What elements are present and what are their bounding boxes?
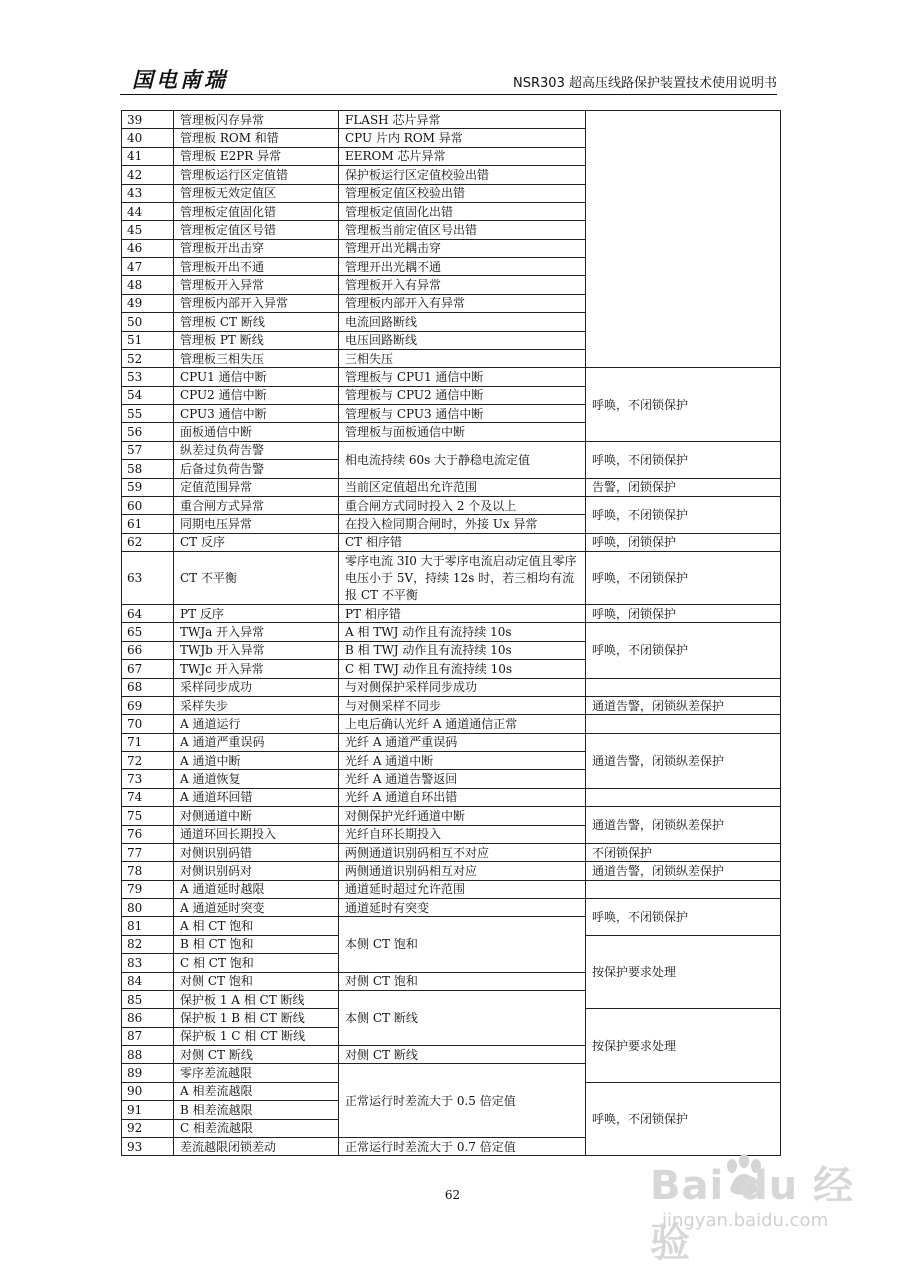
row-number: 80 xyxy=(122,899,174,917)
alarm-name: PT 反序 xyxy=(174,605,339,623)
table-row xyxy=(122,696,781,714)
alarm-name: 管理板 ROM 和错 xyxy=(174,129,339,147)
alarm-description: 通道延时有突变 xyxy=(339,899,586,917)
alarm-description: 当前区定值超出允许范围 xyxy=(339,478,586,496)
row-number: 93 xyxy=(122,1137,174,1155)
alarm-description: 光纤 A 通道自环出错 xyxy=(339,788,586,806)
alarm-description: 管理板定值固化出错 xyxy=(339,202,586,220)
watermark-brand: Bai du 经验 xyxy=(650,1163,855,1266)
row-number: 71 xyxy=(122,733,174,751)
alarm-action: 呼唤，不闭锁保护 xyxy=(586,899,781,936)
alarm-name: 管理板三相失压 xyxy=(174,349,339,367)
alarm-name: B 相 CT 饱和 xyxy=(174,935,339,953)
table-row xyxy=(122,552,781,605)
alarm-name: CPU3 通信中断 xyxy=(174,405,339,423)
row-number: 52 xyxy=(122,349,174,367)
alarm-description: 本侧 CT 饱和 xyxy=(339,917,586,972)
alarm-name: C 相 CT 饱和 xyxy=(174,954,339,972)
alarm-name: C 相差流越限 xyxy=(174,1119,339,1137)
alarm-description: 保护板运行区定值校验出错 xyxy=(339,166,586,184)
alarm-action: 呼唤，闭锁保护 xyxy=(586,533,781,551)
table-row xyxy=(122,368,781,386)
row-number: 69 xyxy=(122,696,174,714)
alarm-name: TWJa 开入异常 xyxy=(174,623,339,641)
alarm-action: 呼唤，不闭锁保护 xyxy=(586,368,781,442)
alarm-name: A 通道恢复 xyxy=(174,770,339,788)
table-row xyxy=(122,788,781,806)
alarm-name: 定值范围异常 xyxy=(174,478,339,496)
alarm-description: 管理开出光耦不通 xyxy=(339,258,586,276)
alarm-name: 管理板运行区定值错 xyxy=(174,166,339,184)
alarm-description: CT 相序错 xyxy=(339,533,586,551)
alarm-description: 通道延时超过允许范围 xyxy=(339,880,586,898)
alarm-description: A 相 TWJ 动作且有流持续 10s xyxy=(339,623,586,641)
alarm-description: 上电后确认光纤 A 通道通信正常 xyxy=(339,715,586,733)
alarm-name: 管理板 E2PR 异常 xyxy=(174,147,339,165)
table-row xyxy=(122,715,781,733)
alarm-name: A 相 CT 饱和 xyxy=(174,917,339,935)
alarm-name: CT 不平衡 xyxy=(174,552,339,605)
alarm-name: A 通道严重误码 xyxy=(174,733,339,751)
row-number: 55 xyxy=(122,405,174,423)
alarm-name: A 通道延时越限 xyxy=(174,880,339,898)
row-number: 53 xyxy=(122,368,174,386)
alarm-description: 与对侧采样不同步 xyxy=(339,696,586,714)
row-number: 39 xyxy=(122,111,174,129)
alarm-name: TWJb 开入异常 xyxy=(174,641,339,659)
alarm-name: 保护板 1 A 相 CT 断线 xyxy=(174,990,339,1008)
alarm-description: 对侧 CT 断线 xyxy=(339,1046,586,1064)
row-number: 92 xyxy=(122,1119,174,1137)
alarm-description: 零序电流 3I0 大于零序电流启动定值且零序电压小于 5V，持续 12s 时，若三相均有流报 CT 不平衡 xyxy=(339,552,586,605)
alarm-action: 呼唤，不闭锁保护 xyxy=(586,441,781,478)
alarm-action: 不闭锁保护 xyxy=(586,843,781,861)
alarm-name: A 相差流越限 xyxy=(174,1082,339,1100)
row-number: 88 xyxy=(122,1046,174,1064)
row-number: 81 xyxy=(122,917,174,935)
alarm-name: 管理板 CT 断线 xyxy=(174,313,339,331)
page-number: 62 xyxy=(444,1188,461,1202)
row-number: 49 xyxy=(122,294,174,312)
alarm-action: 通道告警，闭锁纵差保护 xyxy=(586,807,781,844)
alarm-description: 与对侧保护采样同步成功 xyxy=(339,678,586,696)
row-number: 57 xyxy=(122,441,174,459)
alarm-description: 两侧通道识别码相互对应 xyxy=(339,862,586,880)
table-row xyxy=(122,880,781,898)
alarm-name: TWJc 开入异常 xyxy=(174,660,339,678)
row-number: 40 xyxy=(122,129,174,147)
alarm-table xyxy=(121,110,781,1156)
alarm-name: 对侧 CT 断线 xyxy=(174,1046,339,1064)
alarm-description: 光纤 A 通道严重误码 xyxy=(339,733,586,751)
row-number: 61 xyxy=(122,515,174,533)
row-number: 46 xyxy=(122,239,174,257)
alarm-name: 管理板 PT 断线 xyxy=(174,331,339,349)
alarm-name: 管理板开出不通 xyxy=(174,258,339,276)
row-number: 77 xyxy=(122,843,174,861)
table-row xyxy=(122,678,781,696)
alarm-description: 三相失压 xyxy=(339,349,586,367)
row-number: 51 xyxy=(122,331,174,349)
alarm-description: PT 相序错 xyxy=(339,605,586,623)
row-number: 82 xyxy=(122,935,174,953)
table-row xyxy=(122,733,781,751)
alarm-description: 光纤自环长期投入 xyxy=(339,825,586,843)
row-number: 90 xyxy=(122,1082,174,1100)
alarm-name: 后备过负荷告警 xyxy=(174,460,339,478)
alarm-description: B 相 TWJ 动作且有流持续 10s xyxy=(339,641,586,659)
table-row xyxy=(122,623,781,641)
row-number: 72 xyxy=(122,752,174,770)
alarm-description: 管理板定值区校验出错 xyxy=(339,184,586,202)
row-number: 48 xyxy=(122,276,174,294)
row-number: 73 xyxy=(122,770,174,788)
row-number: 54 xyxy=(122,386,174,404)
table-row xyxy=(122,605,781,623)
alarm-name: 重合闸方式异常 xyxy=(174,496,339,514)
row-number: 63 xyxy=(122,552,174,605)
alarm-name: 差流越限闭锁差动 xyxy=(174,1137,339,1155)
alarm-name: A 通道环回错 xyxy=(174,788,339,806)
alarm-name: CPU1 通信中断 xyxy=(174,368,339,386)
alarm-name: 管理板无效定值区 xyxy=(174,184,339,202)
watermark-url: jingyan.baidu.com xyxy=(662,1210,829,1231)
row-number: 86 xyxy=(122,1009,174,1027)
table-row xyxy=(122,478,781,496)
alarm-description: 正常运行时差流大于 0.7 倍定值 xyxy=(339,1137,586,1155)
alarm-description: 重合闸方式同时投入 2 个及以上 xyxy=(339,496,586,514)
alarm-name: CPU2 通信中断 xyxy=(174,386,339,404)
alarm-description: 管理板与 CPU2 通信中断 xyxy=(339,386,586,404)
alarm-description: C 相 TWJ 动作且有流持续 10s xyxy=(339,660,586,678)
row-number: 75 xyxy=(122,807,174,825)
alarm-description: 相电流持续 60s 大于静稳电流定值 xyxy=(339,441,586,478)
row-number: 62 xyxy=(122,533,174,551)
alarm-name: 同期电压异常 xyxy=(174,515,339,533)
alarm-action xyxy=(586,788,781,806)
alarm-name: CT 反序 xyxy=(174,533,339,551)
alarm-description: FLASH 芯片异常 xyxy=(339,111,586,129)
alarm-action xyxy=(586,880,781,898)
document-title: NSR303 超高压线路保护装置技术使用说明书 xyxy=(513,76,777,91)
row-number: 41 xyxy=(122,147,174,165)
alarm-name: 管理板内部开入异常 xyxy=(174,294,339,312)
alarm-name: 管理板开出击穿 xyxy=(174,239,339,257)
table-row xyxy=(122,441,781,459)
alarm-name: 面板通信中断 xyxy=(174,423,339,441)
alarm-name: 对侧识别码对 xyxy=(174,862,339,880)
alarm-name: 对侧 CT 饱和 xyxy=(174,972,339,990)
row-number: 45 xyxy=(122,221,174,239)
alarm-action: 呼唤，不闭锁保护 xyxy=(586,496,781,533)
table-row xyxy=(122,111,781,129)
row-number: 47 xyxy=(122,258,174,276)
alarm-action: 呼唤，不闭锁保护 xyxy=(586,1082,781,1156)
row-number: 66 xyxy=(122,641,174,659)
company-logo: 国电南瑞 xyxy=(132,67,228,92)
row-number: 43 xyxy=(122,184,174,202)
row-number: 87 xyxy=(122,1027,174,1045)
table-row xyxy=(122,899,781,917)
alarm-name: 管理板定值固化错 xyxy=(174,202,339,220)
alarm-name: 对侧识别码错 xyxy=(174,843,339,861)
alarm-action xyxy=(586,715,781,733)
alarm-action xyxy=(586,111,781,368)
alarm-name: A 通道中断 xyxy=(174,752,339,770)
row-number: 78 xyxy=(122,862,174,880)
row-number: 67 xyxy=(122,660,174,678)
alarm-name: 管理板开入异常 xyxy=(174,276,339,294)
alarm-description: 在投入检同期合闸时，外接 Ux 异常 xyxy=(339,515,586,533)
page-header xyxy=(120,64,777,95)
row-number: 68 xyxy=(122,678,174,696)
alarm-name: 通道环回长期投入 xyxy=(174,825,339,843)
alarm-name: 纵差过负荷告警 xyxy=(174,441,339,459)
alarm-description: 两侧通道识别码相互不对应 xyxy=(339,843,586,861)
alarm-description: 对侧保护光纤通道中断 xyxy=(339,807,586,825)
alarm-action: 通道告警，闭锁纵差保护 xyxy=(586,733,781,788)
row-number: 91 xyxy=(122,1101,174,1119)
alarm-action: 按保护要求处理 xyxy=(586,1009,781,1083)
alarm-description: 管理板与 CPU1 通信中断 xyxy=(339,368,586,386)
alarm-name: 采样同步成功 xyxy=(174,678,339,696)
alarm-description: 本侧 CT 断线 xyxy=(339,990,586,1045)
alarm-action: 通道告警，闭锁纵差保护 xyxy=(586,696,781,714)
alarm-name: A 通道延时突变 xyxy=(174,899,339,917)
table-row xyxy=(122,862,781,880)
row-number: 76 xyxy=(122,825,174,843)
row-number: 70 xyxy=(122,715,174,733)
alarm-name: 保护板 1 B 相 CT 断线 xyxy=(174,1009,339,1027)
alarm-description: 光纤 A 通道告警返回 xyxy=(339,770,586,788)
baidu-watermark xyxy=(612,1146,862,1266)
row-number: 44 xyxy=(122,202,174,220)
alarm-description: 管理板内部开入有异常 xyxy=(339,294,586,312)
alarm-description: 管理板与 CPU3 通信中断 xyxy=(339,405,586,423)
alarm-action xyxy=(586,678,781,696)
row-number: 89 xyxy=(122,1064,174,1082)
row-number: 79 xyxy=(122,880,174,898)
alarm-description: 管理开出光耦击穿 xyxy=(339,239,586,257)
alarm-name: 对侧通道中断 xyxy=(174,807,339,825)
alarm-action: 按保护要求处理 xyxy=(586,935,781,1009)
alarm-name: 采样失步 xyxy=(174,696,339,714)
alarm-action: 呼唤，闭锁保护 xyxy=(586,605,781,623)
table-row xyxy=(122,533,781,551)
row-number: 64 xyxy=(122,605,174,623)
row-number: 74 xyxy=(122,788,174,806)
alarm-name: B 相差流越限 xyxy=(174,1101,339,1119)
table-row xyxy=(122,807,781,825)
row-number: 56 xyxy=(122,423,174,441)
alarm-name: A 通道运行 xyxy=(174,715,339,733)
row-number: 60 xyxy=(122,496,174,514)
table-row xyxy=(122,843,781,861)
alarm-name: 零序差流越限 xyxy=(174,1064,339,1082)
alarm-description: 管理板当前定值区号出错 xyxy=(339,221,586,239)
alarm-action: 通道告警，闭锁纵差保护 xyxy=(586,862,781,880)
alarm-description: CPU 片内 ROM 异常 xyxy=(339,129,586,147)
alarm-action: 呼唤，不闭锁保护 xyxy=(586,623,781,678)
alarm-name: 保护板 1 C 相 CT 断线 xyxy=(174,1027,339,1045)
alarm-description: 光纤 A 通道中断 xyxy=(339,752,586,770)
alarm-description: 电流回路断线 xyxy=(339,313,586,331)
row-number: 85 xyxy=(122,990,174,1008)
table-row xyxy=(122,496,781,514)
row-number: 83 xyxy=(122,954,174,972)
row-number: 50 xyxy=(122,313,174,331)
alarm-action: 呼唤，不闭锁保护 xyxy=(586,552,781,605)
alarm-name: 管理板闪存异常 xyxy=(174,111,339,129)
alarm-name: 管理板定值区号错 xyxy=(174,221,339,239)
row-number: 42 xyxy=(122,166,174,184)
row-number: 84 xyxy=(122,972,174,990)
alarm-description: 管理板与面板通信中断 xyxy=(339,423,586,441)
alarm-description: 管理板开入有异常 xyxy=(339,276,586,294)
alarm-description: 对侧 CT 饱和 xyxy=(339,972,586,990)
alarm-action: 告警，闭锁保护 xyxy=(586,478,781,496)
row-number: 65 xyxy=(122,623,174,641)
alarm-description: EEROM 芯片异常 xyxy=(339,147,586,165)
row-number: 59 xyxy=(122,478,174,496)
alarm-description: 正常运行时差流大于 0.5 倍定值 xyxy=(339,1064,586,1138)
row-number: 58 xyxy=(122,460,174,478)
alarm-description: 电压回路断线 xyxy=(339,331,586,349)
